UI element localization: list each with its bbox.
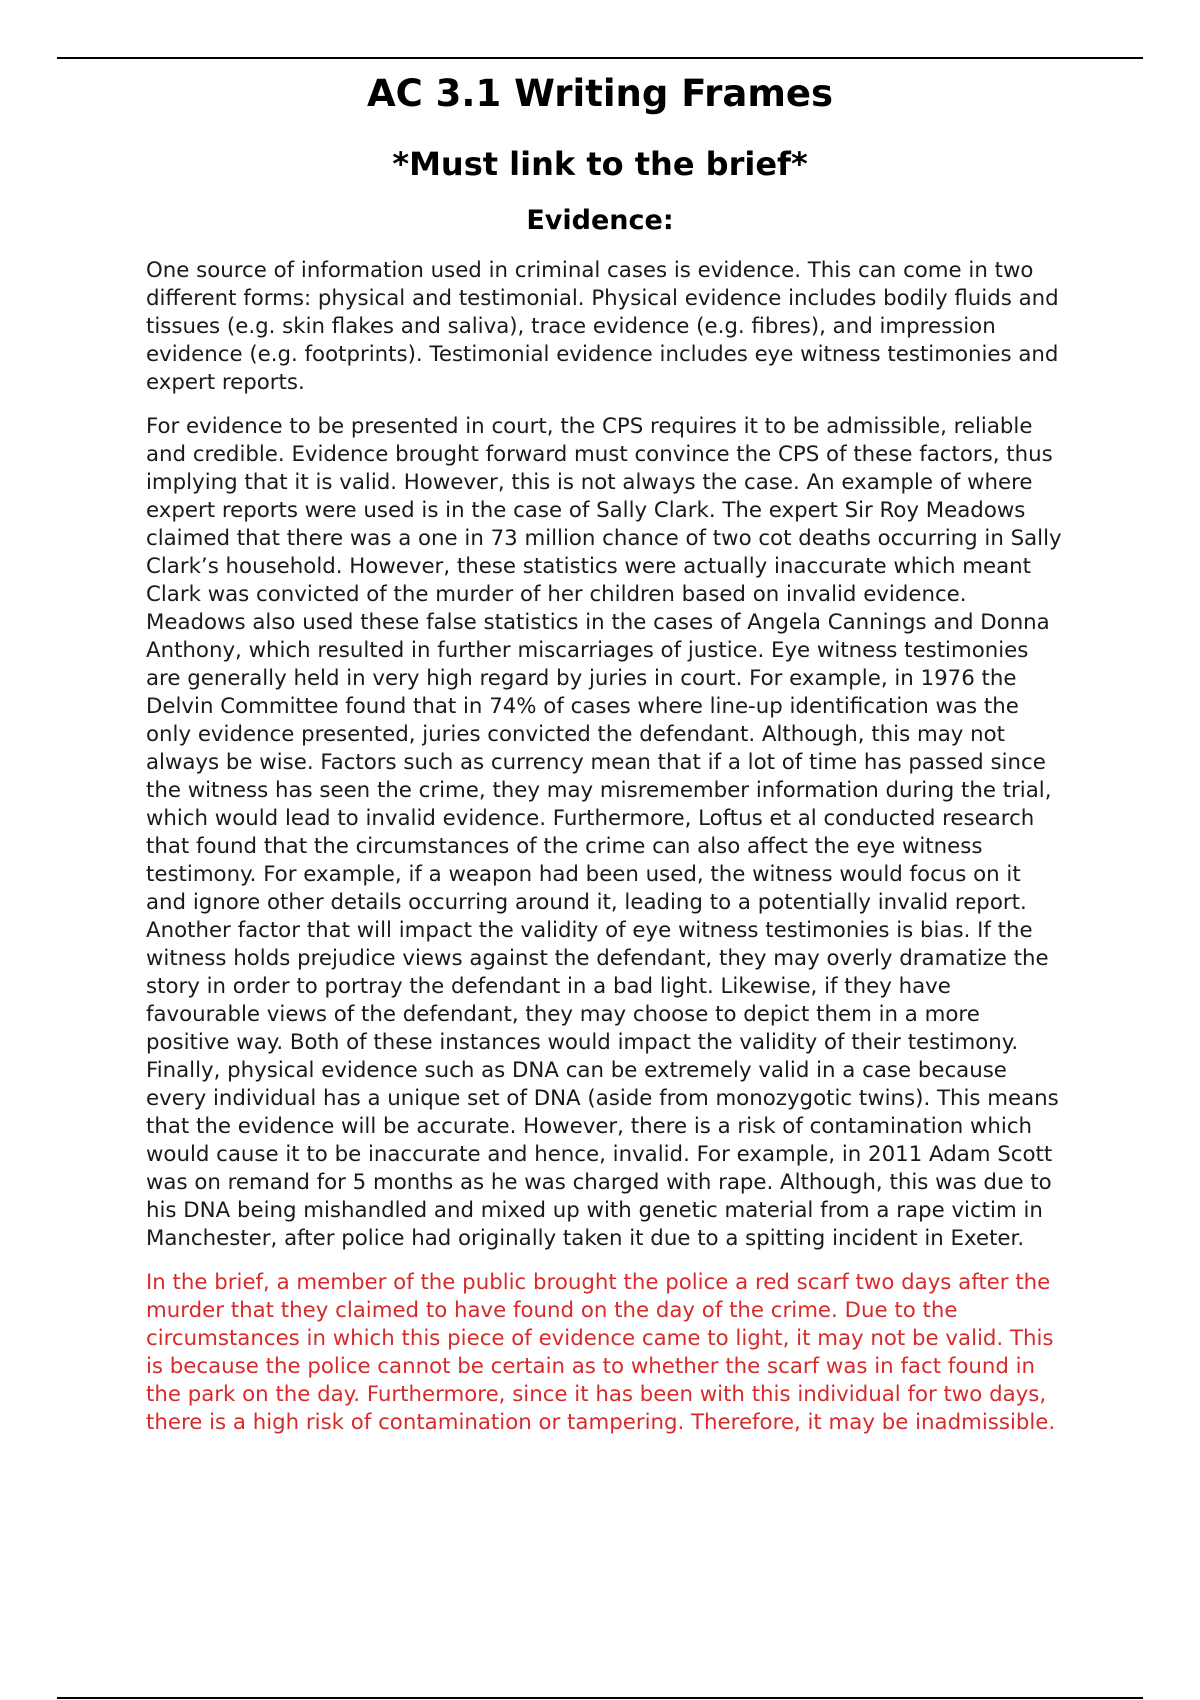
paragraph-evidence-validity: For evidence to be presented in court, the CPS requires it to be admissible, reliable and credible. Evidence brought forward must convince the CPS of these factors, thus implying that it is valid. However, this is not always the case. An example of where expert reports were used is in the case of Sally Clark. The expert Sir Roy Meadows claimed that there was a one in 73 million chance of two cot deaths occurring in Sally Clark’s household. However, these statistics were actually inaccurate which meant Clark was convicted of the murder of her children based on invalid evidence. Meadows also used these false statistics in the cases of Angela Cannings and Donna Anthony, which resulted in further miscarriages of justice. Eye witness testimonies are generally held in very high regard by juries in court. For example, in 1976 the Delvin Committee found that in 74% of cases where line-up identification was the only evidence presented, juries convicted the defendant. Although, this may not always be wise. Factors such as currency mean that if a lot of time has passed since the witness has seen the crime, they may misremember information during the trial, which would lead to invalid evidence. Furthermore, Loftus et al conducted research that found that the circumstances of the crime can also affect the eye witness testimony. For example, if a weapon had been used, the witness would focus on it and ignore other details occurring around it, leading to a potentially invalid report. Another factor that will impact the validity of eye witness testimonies is bias. If the witness holds prejudice views against the defendant, they may overly dramatize the story in order to portray the defendant in a bad light. Likewise, if they have favourable views of the defendant, they may choose to depict them in a more positive way. Both of these instances would impact the validity of their testimony. Finally, physical evidence such as DNA can be extremely valid in a case because every individual has a unique set of DNA (aside from monozygotic twins). This means that the evidence will be accurate. However, there is a risk of contamination which would cause it to be inaccurate and hence, invalid. For example, in 2011 Adam Scott was on remand for 5 months as he was charged with rape. Although, this was due to his DNA being mishandled and mixed up with genetic material from a rape victim in Manchester, after police had originally taken it due to a spitting incident in Exeter. — [146, 414, 1062, 1251]
document-body — [146, 257, 1066, 1453]
top-rule — [57, 57, 1143, 59]
paragraph-evidence-types: One source of information used in criminal cases is evidence. This can come in two different forms: physical and testimonial. Physical evidence includes bodily fluids and tissues (e.g. skin flakes and saliva), trace evidence (e.g. fibres), and impression evidence (e.g. footprints). Testimonial evidence includes eye witness testimonies and expert reports. — [146, 258, 1059, 395]
document-subtitle: *Must link to the brief* — [392, 145, 808, 183]
section-heading: Evidence: — [526, 205, 674, 236]
paragraph-brief-link: In the brief, a member of the public brought the police a red scarf two days after the murder that they claimed to have found on the day of the crime. Due to the circumstances in which this piece of evidence came to light, it may not be valid. This is because the police cannot be certain as to whether the scarf was in fact found in the park on the day. Furthermore, since it has been with this individual for two days, there is a high risk of contamination or tampering. Therefore, it may be inadmissible. — [146, 1270, 1056, 1435]
document-title: AC 3.1 Writing Frames — [366, 72, 834, 115]
bottom-rule — [57, 1697, 1143, 1699]
